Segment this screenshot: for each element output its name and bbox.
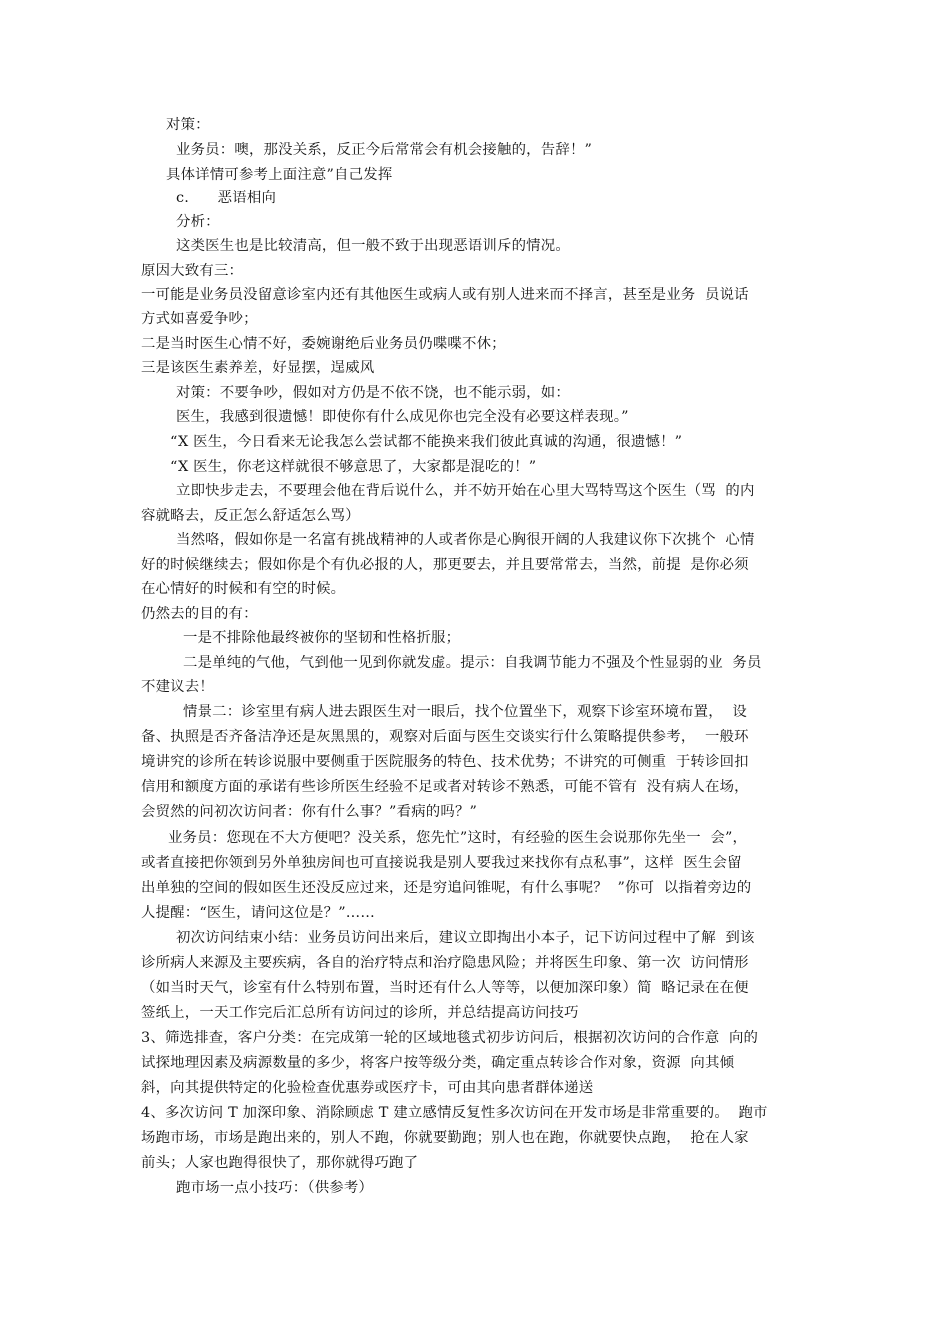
text-line: 具体详情可参考上面注意”自己发挥 [166, 167, 393, 183]
text-line: 好的时候继续去；假如你是个有仇必报的人，那更要去，并且要常常去，当然，前提 是你必须 [141, 557, 749, 573]
text-line: 人提醒：“医生，请问这位是？”…… [141, 905, 375, 921]
text-line: 在心情好的时候和有空的时候。 [141, 581, 346, 597]
text-line: 备、执照是否齐备洁净还是灰黑黑的，观察对后面与医生交谈实行什么策略提供参考， 一般环 [141, 729, 749, 745]
text-line: 试探地理因素及病源数量的多少，将客户按等级分类，确定重点转诊合作对象，资源 向其倾 [141, 1055, 735, 1071]
text-line: 二是当时医生心情不好，委婉谢绝后业务员仍喋喋不休； [141, 336, 506, 352]
text-line: 不建议去！ [141, 679, 214, 695]
text-line: 诊所病人来源及主要疾病，各自的治疗特点和治疗隐患风险；并将医生印象、第一次 访问情形 [141, 955, 749, 971]
text-line: 对策： [166, 117, 210, 133]
text-line: 4、多次访问 T 加深印象、消除顾虑 T 建立感情反复性多次访问在开发市场是非常重要的。 跑市 [141, 1105, 768, 1121]
text-line: 初次访问结束小结：业务员访问出来后，建议立即掏出小本子，记下访问过程中了解 到该 [176, 930, 755, 946]
text-line: 二是单纯的气他，气到他一见到你就发虚。提示：自我调节能力不强及个性显弱的业 务员 [183, 655, 762, 671]
text-line: 情景二：诊室里有病人进去跟医生对一眼后，找个位置坐下，观察下诊室环境布置， 设 [183, 704, 747, 720]
text-line: 信用和额度方面的承诺有些诊所医生经验不足或者对转诊不熟悉，可能不管有 没有病人在场， [141, 779, 749, 795]
text-line: 方式如喜爱争吵； [141, 311, 258, 327]
text-line: 跑市场一点小技巧：（供参考） [176, 1180, 374, 1196]
text-line: 境讲究的诊所在转诊说服中要侧重于医院服务的特色、技术优势；不讲究的可侧重 于转诊回扣 [141, 754, 749, 770]
text-line: 一是不排除他最终被你的坚韧和性格折服； [183, 630, 461, 646]
text-line: 立即快步走去，不要理会他在背后说什么，并不妨开始在心里大骂特骂这个医生（骂 的内 [176, 483, 755, 499]
text-line: 仍然去的目的有： [141, 606, 258, 622]
text-line: 前头；人家也跑得很快了，那你就得巧跑了 [141, 1155, 419, 1171]
text-line: 场跑市场，市场是跑出来的，别人不跑，你就要勤跑；别人也在跑，你就要快点跑， 抢在人家 [141, 1130, 749, 1146]
text-line: 一可能是业务员没留意诊室内还有其他医生或病人或有别人进来而不择言，甚至是业务 员说话 [141, 287, 749, 303]
text-line: 签纸上，一天工作完后汇总所有访问过的诊所，并总结提高访问技巧 [141, 1005, 579, 1021]
text-line: 或者直接把你领到另外单独房间也可直接说我是别人要我过来找你有点私事”，这样 医生会留 [141, 855, 742, 871]
text-line: 分析： [176, 214, 220, 230]
text-line: 斜，向其提供特定的化验检查优惠券或医疗卡，可由其向患者群体递送 [141, 1080, 594, 1096]
text-line: 3、筛选排查，客户分类：在完成第一轮的区域地毯式初步访问后，根据初次访问的合作意 向的 [141, 1030, 759, 1046]
text-line: 当然咯，假如你是一名富有挑战精神的人或者你是心胸很开阔的人我建议你下次挑个 心情 [176, 532, 755, 548]
text-line: 对策：不要争吵，假如对方仍是不依不饶，也不能示弱，如： [176, 385, 570, 401]
text-line: “X 医生，你老这样就很不够意思了，大家都是混吃的！” [170, 459, 537, 475]
text-line: 出单独的空间的假如医生还没反应过来，还是穷追问锥呢，有什么事呢？ ”你可 以指着旁边的 [141, 880, 752, 896]
text-line: 容就略去，反正怎么舒适怎么骂） [141, 508, 360, 524]
text-line: 业务员：噢，那没关系，反正今后常常会有机会接触的，告辞！” [176, 142, 593, 158]
text-line: （如当时天气，诊室有什么特别布置，当时还有什么人等等，以便加深印象）简 略记录在在便 [141, 980, 749, 996]
text-line: 这类医生也是比较清高，但一般不致于出现恶语训斥的情况。 [176, 238, 570, 254]
text-line: “X 医生，今日看来无论我怎么尝试都不能换来我们彼此真诚的沟通，很遗憾！” [170, 434, 683, 450]
text-line: 会贸然的问初次访问者：你有什么事？”看病的吗？” [141, 804, 478, 820]
text-line: 原因大致有三： [141, 263, 244, 279]
text-line: c. 恶语相向 [176, 190, 277, 206]
text-line: 业务员：您现在不大方便吧？没关系，您先忙”这时，有经验的医生会说那你先坐一 会”， [168, 830, 748, 846]
text-line: 医生，我感到很遗憾！即使你有什么成见你也完全没有必要这样表现。” [176, 409, 629, 425]
text-line: 三是该医生素养差，好显摆，逞威风 [141, 360, 375, 376]
